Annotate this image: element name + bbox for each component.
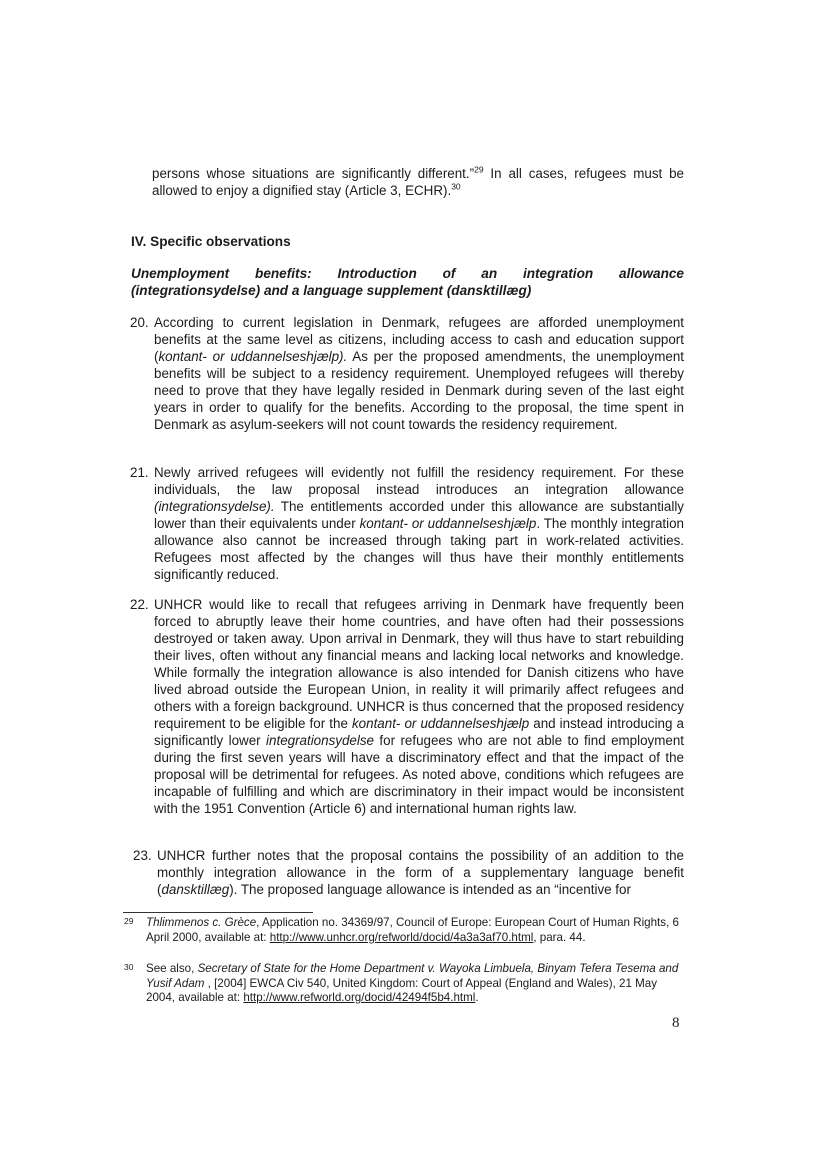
footnote-number: 30 <box>124 962 134 972</box>
subheading: Unemployment benefits: Introduction of an integration allowance (integrationsydelse) and a language supplement (dansktillæg) <box>131 266 684 298</box>
numbered-paragraph-20 <box>130 314 685 433</box>
italic-term: kontant- or uddannelseshjælp). <box>158 349 348 364</box>
footnote-text: . <box>475 991 479 1004</box>
paragraph-text: UNHCR would like to recall that refugees arriving in Denmark have frequently been forced to abruptly leave their home countries, and have often had their possessions destroyed or taken away. Upon arrival in Denmark, they will thus have to start rebuilding their lives, often without any financial means and lacking local networks and knowledge. While formally the integration allowance is also intended for Danish citizens who have lived abroad outside the European Union, in reality it will primarily affect refugees and others with a foreign background. UNHCR is thus concerned that the proposed residency requirement to be eligible for the <box>154 597 684 731</box>
section-heading: IV. Specific observations <box>131 234 291 249</box>
footnote-29 <box>124 916 686 945</box>
italic-term: integrationsydelse <box>266 733 374 748</box>
continued-paragraph <box>152 165 684 199</box>
paragraph-number: 20. <box>130 315 149 330</box>
paragraph-number: 23. <box>133 848 152 863</box>
paragraph-text: UNHCR further notes that the proposal contains the possibility of an addition to the monthly integration allowance in the form of a supplementary language benefit ( <box>157 848 684 897</box>
paragraph-text: The entitlements accorded under this allowance are substantially lower than their equivalents under <box>154 499 684 531</box>
lead-text-2: In all cases, refugees must be allowed to enjoy a dignified stay (Article 3, ECHR). <box>152 166 684 198</box>
italic-term: (integrationsydelse). <box>154 499 275 514</box>
footnote-text: See also, <box>146 962 198 975</box>
italic-term: dansktillæg <box>161 882 230 897</box>
paragraph-text: for refugees who are not able to find employment during the first seven years will have a discriminatory effect and that the impact of the proposal will be detrimental for refugees. As noted above, conditions which refugees are incapable of fulfilling and which are discriminatory in their impact would be inconsistent with the 1951 Convention (Article 6) and international human rights law. <box>154 733 684 816</box>
footnote-30 <box>124 962 686 1006</box>
footnote-link[interactable]: http://www.refworld.org/docid/42494f5b4.html <box>243 991 476 1004</box>
footnote-link[interactable]: http://www.unhcr.org/refworld/docid/4a3a3af70.html, <box>269 930 537 944</box>
numbered-paragraph-23 <box>133 847 684 898</box>
footnote-number: 29 <box>124 916 134 926</box>
paragraph-text: and instead introducing a significantly lower <box>154 716 684 748</box>
numbered-paragraph-22 <box>130 596 684 817</box>
lead-text: persons whose situations are significantly different.” <box>152 166 475 181</box>
paragraph-text: . The monthly integration allowance also cannot be increased through taking part in work-related activities. Refugees most affected by the changes will thus have their monthly entitlements significantly reduced. <box>154 516 684 582</box>
italic-term: kontant- or uddannelseshjælp <box>351 716 530 731</box>
paragraph-text: As per the proposed amendments, the unemployment benefits will be subject to a residency requirement. Unemployed refugees will thereby need to prove that they have legally resided in Denmark during seven of the last eight years in order to qualify for the benefits. According to the proposal, the time spent in Denmark as asylum-seekers will not count towards the residency requirement. <box>154 349 685 432</box>
paragraph-text: ). The proposed language allowance is intended as an “incentive for <box>229 882 631 897</box>
case-name: Thlimmenos c. Grèce <box>146 916 257 929</box>
italic-term: kontant- or uddannelseshjælp <box>359 516 537 531</box>
footnote-ref-30[interactable]: 30 <box>451 181 461 192</box>
footnote-text: para. 44. <box>536 930 586 944</box>
footnote-text: , [2004] EWCA Civ 540, United Kingdom: Court of Appeal (England and Wales), 21 May 2004, available at: <box>146 976 658 1004</box>
footnote-ref-29[interactable]: 29 <box>474 164 484 175</box>
footnote-divider <box>123 912 313 913</box>
numbered-paragraph-21 <box>130 464 684 583</box>
paragraph-text: According to current legislation in Denmark, refugees are afforded unemployment benefits at the same level as citizens, including access to cash and education support ( <box>154 315 684 364</box>
paragraph-number: 21. <box>130 465 149 480</box>
paragraph-text: Newly arrived refugees will evidently not fulfill the residency requirement. For these individuals, the law proposal instead introduces an integration allowance <box>154 465 684 497</box>
case-name: Secretary of State for the Home Department v. Wayoka Limbuela, Binyam Tefera Tesema and Yusif Adam <box>146 962 679 990</box>
paragraph-number: 22. <box>130 597 149 612</box>
page-number: 8 <box>672 1015 680 1031</box>
footnote-text: , Application no. 34369/97, Council of Europe: European Court of Human Rights, 6 April 2000, available at: <box>146 916 679 944</box>
